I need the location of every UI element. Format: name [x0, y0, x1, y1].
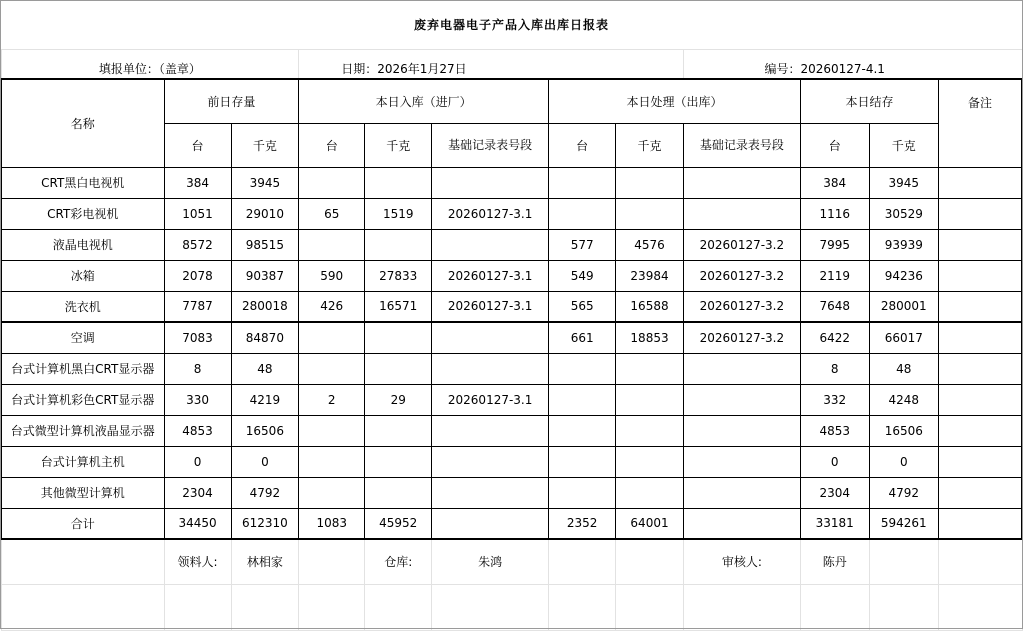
ending-stock-tai: 6422 — [800, 322, 869, 353]
prev-stock-kg: 280018 — [231, 291, 299, 322]
header-remarks: 备注 — [939, 79, 1023, 167]
prev-stock-tai: 8 — [164, 353, 231, 384]
subheader-prev-kg: 千克 — [231, 123, 299, 167]
ending-stock-tai: 8 — [800, 353, 869, 384]
sig-blank — [299, 539, 365, 584]
remarks-cell — [939, 446, 1023, 477]
sig-blank — [1, 539, 164, 584]
inbound-record — [432, 229, 549, 260]
subheader-end-kg: 千克 — [869, 123, 938, 167]
inbound-record: 20260127-3.1 — [432, 198, 549, 229]
prev-stock-tai: 1051 — [164, 198, 231, 229]
inbound-record — [432, 353, 549, 384]
inbound-kg — [365, 415, 432, 446]
ending-stock-tai: 2119 — [800, 260, 869, 291]
processed-kg — [616, 167, 684, 198]
remarks-cell — [939, 260, 1023, 291]
empty-cell — [549, 584, 616, 630]
table-row — [1, 229, 1022, 260]
processed-record — [683, 446, 800, 477]
header-prev-stock: 前日存量 — [164, 79, 299, 123]
product-name: CRT彩电视机 — [1, 198, 164, 229]
inbound-kg — [365, 477, 432, 508]
ending-stock-kg: 4792 — [869, 477, 938, 508]
inbound-kg: 27833 — [365, 260, 432, 291]
inbound-tai: 2 — [299, 384, 365, 415]
ending-stock-kg: 16506 — [869, 415, 938, 446]
inbound-record — [432, 415, 549, 446]
product-name: 合计 — [1, 508, 164, 539]
table-row — [1, 446, 1022, 477]
total-row — [1, 508, 1022, 539]
processed-record: 20260127-3.2 — [683, 229, 800, 260]
header-name: 名称 — [1, 79, 164, 167]
processed-tai: 549 — [549, 260, 616, 291]
table-row — [1, 322, 1022, 353]
product-name: 洗衣机 — [1, 291, 164, 322]
header-ending-stock: 本日结存 — [800, 79, 938, 123]
inbound-tai: 426 — [299, 291, 365, 322]
inbound-kg — [365, 229, 432, 260]
processed-tai — [549, 167, 616, 198]
processed-kg: 64001 — [616, 508, 684, 539]
ending-stock-tai: 384 — [800, 167, 869, 198]
inbound-kg: 45952 — [365, 508, 432, 539]
processed-record — [683, 384, 800, 415]
table-row — [1, 167, 1022, 198]
processed-kg — [616, 198, 684, 229]
ending-stock-tai: 7648 — [800, 291, 869, 322]
report-title: 废弃电器电子产品入库出库日报表 — [413, 17, 609, 32]
remarks-cell — [939, 322, 1023, 353]
signature-row — [1, 539, 1022, 584]
subheader-end-tai: 台 — [800, 123, 869, 167]
processed-tai — [549, 353, 616, 384]
product-name: 液晶电视机 — [1, 229, 164, 260]
prev-stock-kg: 48 — [231, 353, 299, 384]
product-name: 台式计算机主机 — [1, 446, 164, 477]
ending-stock-kg: 4248 — [869, 384, 938, 415]
processed-kg: 16588 — [616, 291, 684, 322]
remarks-cell — [939, 167, 1023, 198]
ending-stock-kg: 94236 — [869, 260, 938, 291]
processed-record: 20260127-3.2 — [683, 291, 800, 322]
header-processed: 本日处理（出库） — [549, 79, 801, 123]
table-row — [1, 353, 1022, 384]
prev-stock-tai: 0 — [164, 446, 231, 477]
processed-record — [683, 415, 800, 446]
ending-stock-tai: 33181 — [800, 508, 869, 539]
product-name: 空调 — [1, 322, 164, 353]
empty-cell — [164, 584, 231, 630]
prev-stock-tai: 2078 — [164, 260, 231, 291]
product-name: 台式微型计算机液晶显示器 — [1, 415, 164, 446]
warehouse-label: 仓库: — [365, 539, 432, 584]
empty-cell — [616, 584, 684, 630]
processed-kg — [616, 446, 684, 477]
processed-tai: 661 — [549, 322, 616, 353]
sig-blank — [939, 539, 1023, 584]
remarks-cell — [939, 508, 1023, 539]
warehouse-name: 朱鸿 — [432, 539, 549, 584]
processed-kg — [616, 384, 684, 415]
product-name: CRT黑白电视机 — [1, 167, 164, 198]
remarks-cell — [939, 291, 1023, 322]
remarks-cell — [939, 229, 1023, 260]
prev-stock-tai: 2304 — [164, 477, 231, 508]
product-name: 台式计算机黑白CRT显示器 — [1, 353, 164, 384]
empty-cell — [231, 584, 299, 630]
prev-stock-tai: 4853 — [164, 415, 231, 446]
inbound-tai: 1083 — [299, 508, 365, 539]
inbound-record — [432, 322, 549, 353]
inbound-tai — [299, 415, 365, 446]
inbound-record: 20260127-3.1 — [432, 291, 549, 322]
receiver-label: 领料人: — [164, 539, 231, 584]
inbound-record — [432, 167, 549, 198]
prev-stock-tai: 7083 — [164, 322, 231, 353]
inbound-record: 20260127-3.1 — [432, 384, 549, 415]
processed-tai — [549, 198, 616, 229]
inbound-record — [432, 446, 549, 477]
remarks-cell — [939, 353, 1023, 384]
processed-tai — [549, 446, 616, 477]
prev-stock-kg: 4792 — [231, 477, 299, 508]
prev-stock-tai: 34450 — [164, 508, 231, 539]
inbound-tai: 65 — [299, 198, 365, 229]
subheader-out-record: 基础记录表号段 — [683, 123, 800, 167]
processed-record — [683, 353, 800, 384]
blank-row — [1, 584, 1022, 630]
processed-kg: 4576 — [616, 229, 684, 260]
processed-tai — [549, 384, 616, 415]
inbound-kg: 16571 — [365, 291, 432, 322]
inbound-kg — [365, 353, 432, 384]
table-row — [1, 384, 1022, 415]
empty-cell — [800, 584, 869, 630]
empty-cell — [869, 584, 938, 630]
prev-stock-tai: 7787 — [164, 291, 231, 322]
inbound-kg — [365, 322, 432, 353]
subheader-in-tai: 台 — [299, 123, 365, 167]
report-date: 日期：2026年1月27日 — [299, 49, 684, 79]
remarks-cell — [939, 415, 1023, 446]
table-row — [1, 198, 1022, 229]
prev-stock-tai: 330 — [164, 384, 231, 415]
prev-stock-kg: 84870 — [231, 322, 299, 353]
prev-stock-kg: 29010 — [231, 198, 299, 229]
subheader-out-kg: 千克 — [616, 123, 684, 167]
table-row — [1, 477, 1022, 508]
ending-stock-kg: 594261 — [869, 508, 938, 539]
table-row — [1, 260, 1022, 291]
report-number: 编号：20260127-4.1 — [683, 49, 1022, 79]
inbound-tai — [299, 322, 365, 353]
processed-record — [683, 477, 800, 508]
table-row — [1, 415, 1022, 446]
subheader-in-record: 基础记录表号段 — [432, 123, 549, 167]
processed-tai — [549, 477, 616, 508]
ending-stock-kg: 30529 — [869, 198, 938, 229]
processed-kg: 18853 — [616, 322, 684, 353]
prev-stock-kg: 16506 — [231, 415, 299, 446]
remarks-cell — [939, 384, 1023, 415]
ending-stock-kg: 280001 — [869, 291, 938, 322]
inbound-tai — [299, 229, 365, 260]
prev-stock-kg: 4219 — [231, 384, 299, 415]
prev-stock-kg: 0 — [231, 446, 299, 477]
subheader-in-kg: 千克 — [365, 123, 432, 167]
processed-record: 20260127-3.2 — [683, 322, 800, 353]
empty-cell — [1, 584, 164, 630]
prev-stock-tai: 8572 — [164, 229, 231, 260]
product-name: 台式计算机彩色CRT显示器 — [1, 384, 164, 415]
prev-stock-kg: 612310 — [231, 508, 299, 539]
subheader-out-tai: 台 — [549, 123, 616, 167]
inbound-tai — [299, 353, 365, 384]
processed-kg — [616, 353, 684, 384]
ending-stock-kg: 93939 — [869, 229, 938, 260]
product-name: 其他微型计算机 — [1, 477, 164, 508]
inbound-record — [432, 508, 549, 539]
inbound-tai — [299, 477, 365, 508]
empty-cell — [299, 584, 365, 630]
ending-stock-tai: 4853 — [800, 415, 869, 446]
inbound-tai — [299, 446, 365, 477]
processed-record — [683, 198, 800, 229]
inbound-tai: 590 — [299, 260, 365, 291]
processed-record: 20260127-3.2 — [683, 260, 800, 291]
ending-stock-tai: 332 — [800, 384, 869, 415]
processed-tai: 565 — [549, 291, 616, 322]
product-name: 冰箱 — [1, 260, 164, 291]
empty-cell — [683, 584, 800, 630]
filing-unit-label: 填报单位：（盖章） — [1, 49, 299, 79]
inbound-record — [432, 477, 549, 508]
sig-blank — [869, 539, 938, 584]
prev-stock-kg: 90387 — [231, 260, 299, 291]
ending-stock-tai: 2304 — [800, 477, 869, 508]
empty-cell — [939, 584, 1023, 630]
inbound-tai — [299, 167, 365, 198]
ending-stock-kg: 0 — [869, 446, 938, 477]
ending-stock-kg: 66017 — [869, 322, 938, 353]
empty-cell — [432, 584, 549, 630]
inbound-record: 20260127-3.1 — [432, 260, 549, 291]
processed-kg — [616, 415, 684, 446]
processed-record — [683, 167, 800, 198]
remarks-cell — [939, 477, 1023, 508]
ending-stock-kg: 3945 — [869, 167, 938, 198]
subheader-prev-tai: 台 — [164, 123, 231, 167]
processed-tai: 577 — [549, 229, 616, 260]
processed-tai — [549, 415, 616, 446]
remarks-cell — [939, 198, 1023, 229]
processed-kg: 23984 — [616, 260, 684, 291]
prev-stock-tai: 384 — [164, 167, 231, 198]
processed-record — [683, 508, 800, 539]
empty-cell — [365, 584, 432, 630]
ending-stock-tai: 7995 — [800, 229, 869, 260]
table-row — [1, 291, 1022, 322]
prev-stock-kg: 3945 — [231, 167, 299, 198]
sig-blank — [616, 539, 684, 584]
inbound-kg — [365, 446, 432, 477]
inbound-kg: 29 — [365, 384, 432, 415]
processed-tai: 2352 — [549, 508, 616, 539]
processed-kg — [616, 477, 684, 508]
ending-stock-tai: 1116 — [800, 198, 869, 229]
ending-stock-kg: 48 — [869, 353, 938, 384]
reviewer-name: 陈丹 — [800, 539, 869, 584]
prev-stock-kg: 98515 — [231, 229, 299, 260]
reviewer-label: 审核人: — [683, 539, 800, 584]
inbound-kg — [365, 167, 432, 198]
sig-blank — [549, 539, 616, 584]
receiver-name: 林相家 — [231, 539, 299, 584]
ending-stock-tai: 0 — [800, 446, 869, 477]
inbound-kg: 1519 — [365, 198, 432, 229]
header-inbound: 本日入库（进厂） — [299, 79, 549, 123]
